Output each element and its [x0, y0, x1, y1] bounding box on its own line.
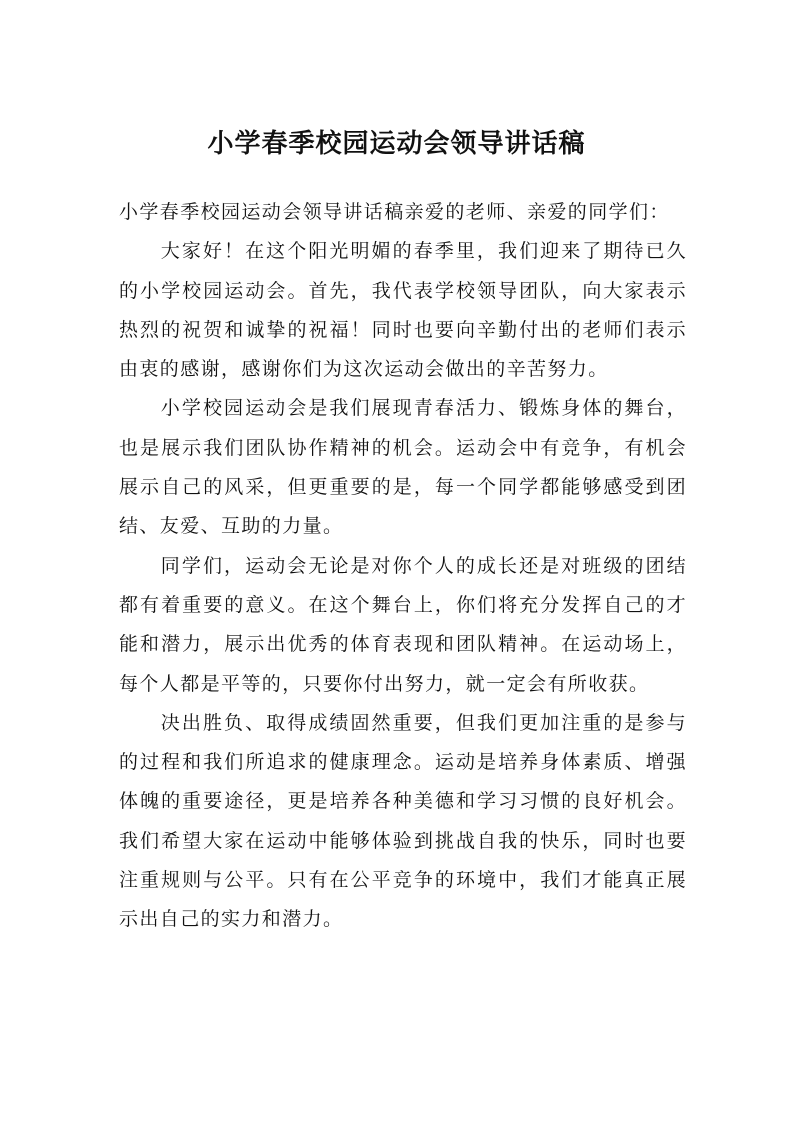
body-paragraph: 同学们，运动会无论是对你个人的成长还是对班级的团结都有着重要的意义。在这个舞台上，你们将充分发挥自己的才能和潜力，展示出优秀的体育表现和团队精神。在运动场上，每个人都是平等的，只要你付出努力，就一定会有所收获。 — [119, 554, 687, 695]
salutation-paragraph: 小学春季校园运动会领导讲话稿亲爱的老师、亲爱的同学们： — [119, 201, 670, 223]
document-body — [119, 193, 687, 940]
body-paragraph: 小学校园运动会是我们展现青春活力、锻炼身体的舞台，也是展示我们团队协作精神的机会。运动会中有竞争，有机会展示自己的风采，但更重要的是，每一个同学都能够感受到团结、友爱、互助的力量。 — [119, 397, 687, 538]
document-title: 小学春季校园运动会领导讲话稿 — [207, 129, 586, 159]
body-paragraph: 决出胜负、取得成绩固然重要，但我们更加注重的是参与的过程和我们所追求的健康理念。运动是培养身体素质、增强体魄的重要途径，更是培养各种美德和学习习惯的良好机会。我们希望大家在运动中能够体验到挑战自我的快乐，同时也要注重规则与公平。只有在公平竞争的环境中，我们才能真正展示出自己的实力和潜力。 — [119, 711, 687, 931]
body-paragraph: 大家好！在这个阳光明媚的春季里，我们迎来了期待已久的小学校园运动会。首先，我代表学校领导团队，向大家表示热烈的祝贺和诚挚的祝福！同时也要向辛勤付出的老师们表示由衷的感谢，感谢你们为这次运动会做出的辛苦努力。 — [119, 240, 687, 381]
